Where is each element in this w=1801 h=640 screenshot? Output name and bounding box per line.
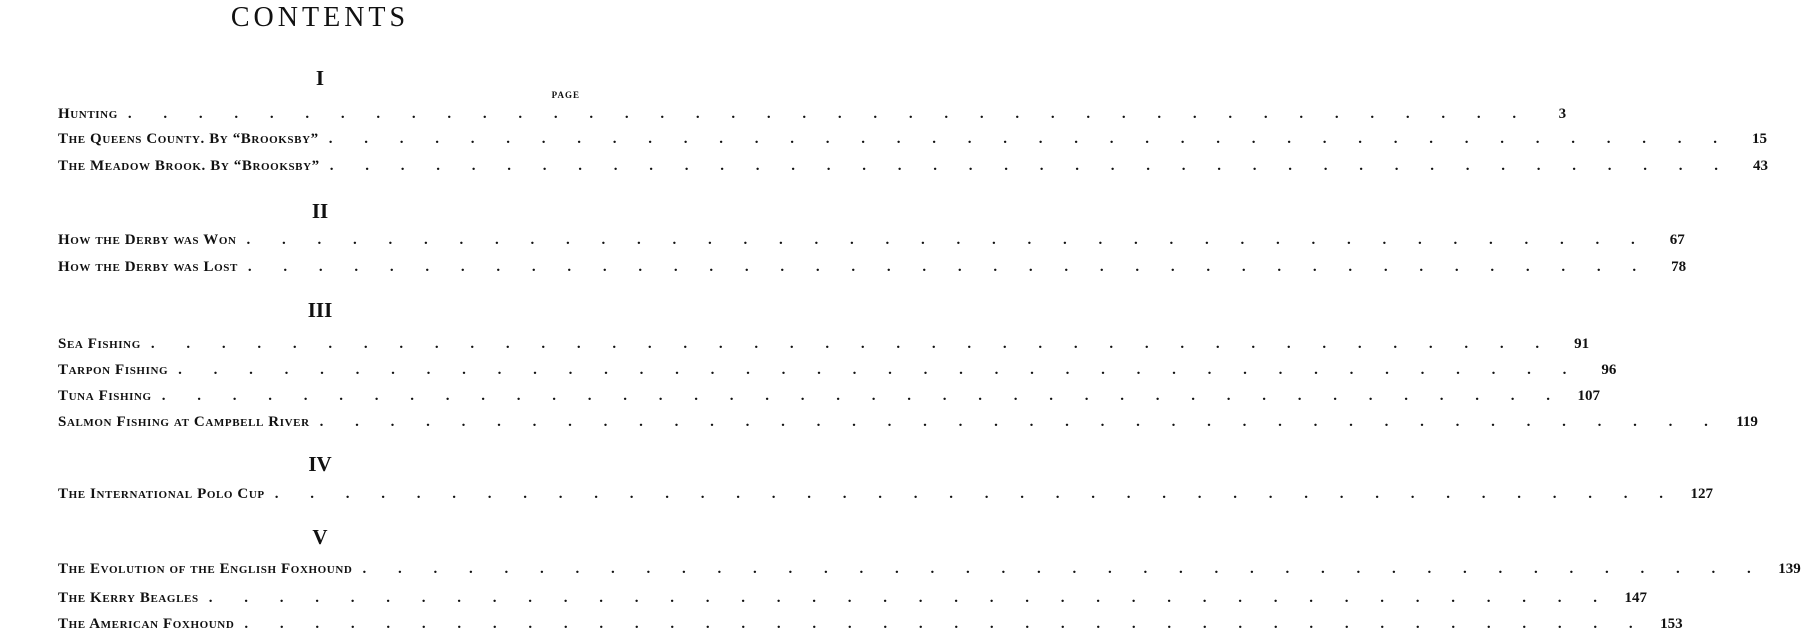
dot-leader: . . . . . . . . . . . . . . . . . . . . . . . . . . . . . . . . . . . . . . . . — [319, 414, 1722, 430]
toc-entry[interactable] — [58, 486, 1713, 508]
entry-title: The Evolution of the English Foxhound — [58, 561, 353, 577]
toc-entry[interactable] — [58, 131, 1767, 153]
dot-leader: . . . . . . . . . . . . . . . . . . . . . . . . . . . . . . . . . . . . . . . . — [150, 336, 1554, 352]
entry-page-number: 153 — [1660, 616, 1683, 632]
section-numeral-5: V — [312, 525, 328, 549]
page-column-label: PAGE — [551, 90, 580, 100]
entry-title: Sea Fishing — [58, 336, 141, 352]
dot-leader: . . . . . . . . . . . . . . . . . . . . . . . . . . . . . . . . . . . . . . . . — [328, 131, 1731, 147]
dot-leader: . . . . . . . . . . . . . . . . . . . . . . . . . . . . . . . . . . . . . . . . — [244, 616, 1647, 632]
toc-entry[interactable] — [58, 388, 1600, 410]
entry-title: Tuna Fishing — [58, 388, 152, 404]
entry-page-number: 96 — [1601, 362, 1617, 378]
section-numeral-1: I — [315, 66, 325, 90]
section-numeral-2: II — [311, 199, 329, 223]
entry-page-number: 78 — [1671, 259, 1687, 275]
entry-title: Tarpon Fishing — [58, 362, 169, 378]
section-numeral-3: III — [307, 298, 333, 322]
dot-leader: . . . . . . . . . . . . . . . . . . . . . . . . . . . . . . . . . . . . . . . . — [362, 561, 1765, 577]
page-title: CONTENTS — [230, 2, 410, 33]
entry-page-number: 139 — [1778, 561, 1801, 577]
dot-leader: . . . . . . . . . . . . . . . . . . . . . . . . . . . . . . . . . . . . . . . . — [274, 486, 1677, 502]
section-numeral-4: IV — [308, 452, 332, 476]
dot-leader: . . . . . . . . . . . . . . . . . . . . . . . . . . . . . . . . . . . . . . . . — [178, 362, 1581, 378]
toc-entry[interactable] — [58, 362, 1617, 384]
entry-page-number: 127 — [1690, 486, 1713, 502]
entry-page-number: 119 — [1736, 414, 1758, 430]
entry-title: The Kerry Beagles — [58, 590, 199, 606]
toc-entry[interactable] — [58, 336, 1590, 358]
entry-title: Hunting — [58, 106, 118, 122]
entry-title: How the Derby was Won — [58, 232, 237, 248]
dot-leader: . . . . . . . . . . . . . . . . . . . . . . . . . . . . . . . . . . . . . . . . — [329, 158, 1733, 174]
entry-title: Salmon Fishing at Campbell River — [58, 414, 310, 430]
toc-entry[interactable] — [58, 590, 1647, 612]
entry-title: The Meadow Brook. By “Brooksby” — [58, 158, 320, 174]
entry-page-number: 3 — [1558, 106, 1567, 122]
entry-title: The Queens County. By “Brooksby” — [58, 131, 319, 147]
dot-leader: . . . . . . . . . . . . . . . . . . . . . . . . . . . . . . . . . . . . . . . . — [246, 232, 1649, 248]
entry-page-number: 107 — [1577, 388, 1600, 404]
entry-page-number: 67 — [1669, 232, 1685, 248]
entry-title: The International Polo Cup — [58, 486, 265, 502]
toc-entry[interactable] — [58, 616, 1683, 638]
entry-page-number: 15 — [1751, 131, 1767, 147]
dot-leader: . . . . . . . . . . . . . . . . . . . . . . . . . . . . . . . . . . . . . . . . — [161, 388, 1564, 404]
entry-title: How the Derby was Lost — [58, 259, 238, 275]
dot-leader: . . . . . . . . . . . . . . . . . . . . . . . . . . . . . . . . . . . . . . . . — [208, 590, 1611, 606]
dot-leader: . . . . . . . . . . . . . . . . . . . . . . . . . . . . . . . . . . . . . . . . — [247, 259, 1651, 275]
toc-entry[interactable] — [58, 561, 1801, 583]
toc-entry[interactable] — [58, 106, 1567, 128]
toc-entry[interactable] — [58, 414, 1758, 436]
toc-entry[interactable] — [58, 259, 1687, 281]
toc-entry[interactable] — [58, 232, 1685, 254]
entry-page-number: 91 — [1574, 336, 1590, 352]
dot-leader: . . . . . . . . . . . . . . . . . . . . . . . . . . . . . . . . . . . . . . . . — [127, 106, 1531, 122]
toc-entry[interactable] — [58, 158, 1769, 180]
entry-page-number: 147 — [1624, 590, 1647, 606]
entry-page-number: 43 — [1753, 158, 1769, 174]
entry-title: The American Foxhound — [58, 616, 235, 632]
